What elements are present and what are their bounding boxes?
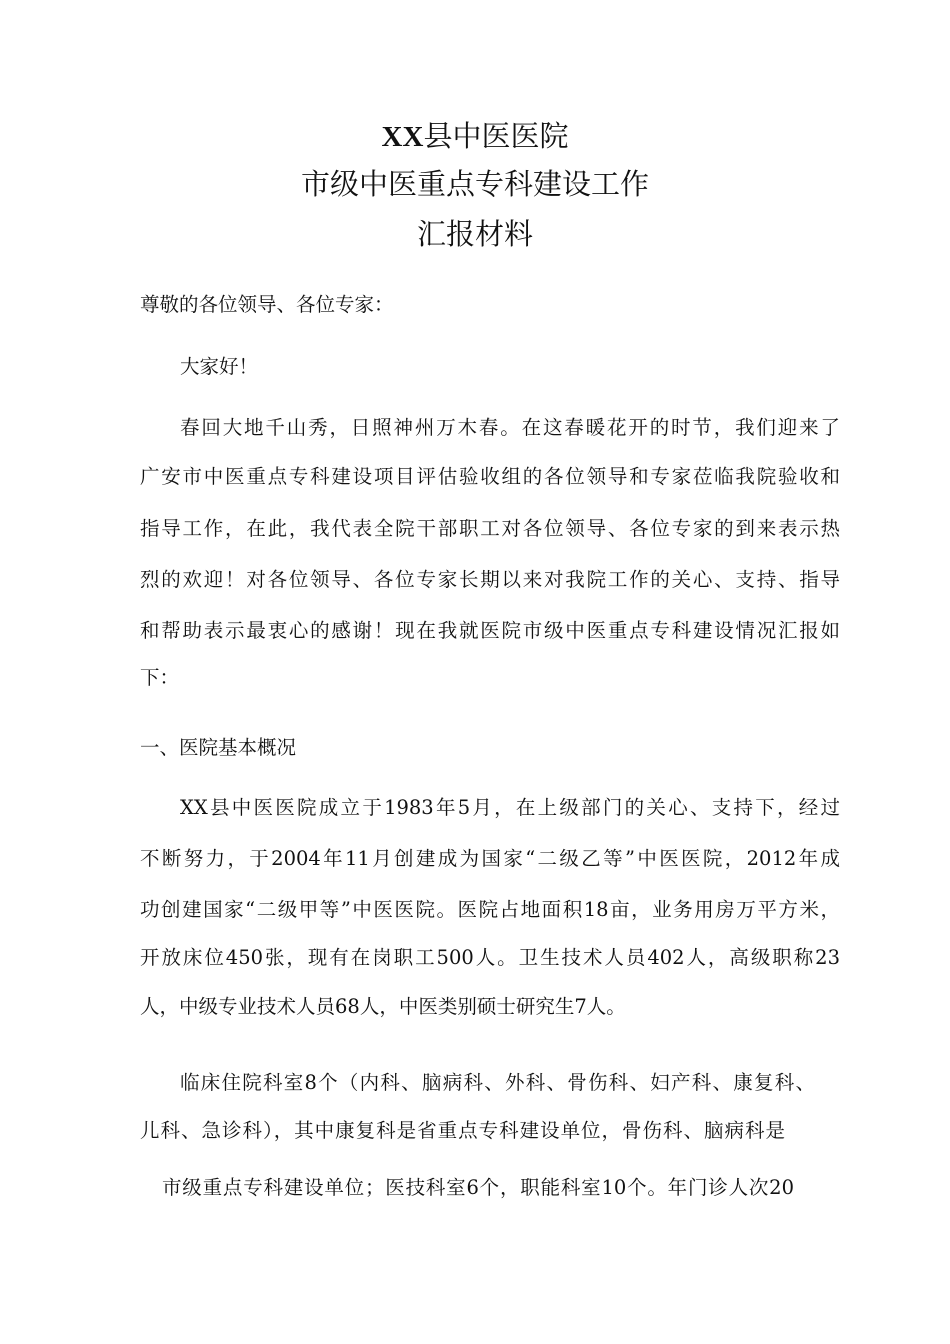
section1-para2-line: 儿科、急诊科），其中康复科是省重点专科建设单位，骨伤科、脑病科是: [140, 1119, 785, 1142]
intro-line: 和帮助表示最衷心的感谢！现在我就医院市级中医重点专科建设情况汇报如: [140, 619, 840, 642]
title-prefix: XX: [381, 121, 424, 153]
salutation: 尊敬的各位领导、各位专家：: [140, 293, 394, 316]
document-title-line-2: 市级中医重点专科建设工作: [300, 167, 649, 201]
intro-line: 烈的欢迎！对各位领导、各位专家长期以来对我院工作的关心、支持、指导: [140, 568, 840, 591]
section1-para1-line: 功创建国家“二级甲等”中医医院。医院占地面积18亩，业务用房万平方米，: [140, 898, 840, 921]
section1-para2-line: 市级重点专科建设单位；医技科室6个，职能科室10个。年门诊人次20: [162, 1176, 794, 1199]
intro-line: 指导工作，在此，我代表全院干部职工对各位领导、各位专家的到来表示热: [140, 517, 840, 540]
section-heading: 一、医院基本概况: [140, 736, 297, 759]
section1-para1-line: 开放床位450张，现有在岗职工500人。卫生技术人员402人，高级职称23: [140, 946, 840, 969]
document-title-line-1: [0, 118, 950, 155]
intro-line: 下：: [140, 666, 180, 689]
intro-line: 广安市中医重点专科建设项目评估验收组的各位领导和专家莅临我院验收和: [140, 465, 840, 488]
title-hospital-name: 县中医医院: [423, 119, 569, 153]
greeting: 大家好！: [180, 355, 259, 378]
document-title-line-3: 汇报材料: [416, 217, 533, 251]
intro-line: 春回大地千山秀，日照神州万木春。在这春暖花开的时节，我们迎来了: [180, 416, 840, 439]
section1-para1-line: XX县中医医院成立于1983年5月，在上级部门的关心、支持下，经过: [180, 796, 840, 819]
section1-para1-line: 人，中级专业技术人员68人，中医类别硕士研究生7人。: [140, 995, 626, 1018]
section1-para1-line: 不断努力，于2004年11月创建成为国家“二级乙等”中医医院，2012年成: [140, 847, 840, 870]
section1-para2-line: 临床住院科室8个（内科、脑病科、外科、骨伤科、妇产科、康复科、: [180, 1071, 815, 1094]
